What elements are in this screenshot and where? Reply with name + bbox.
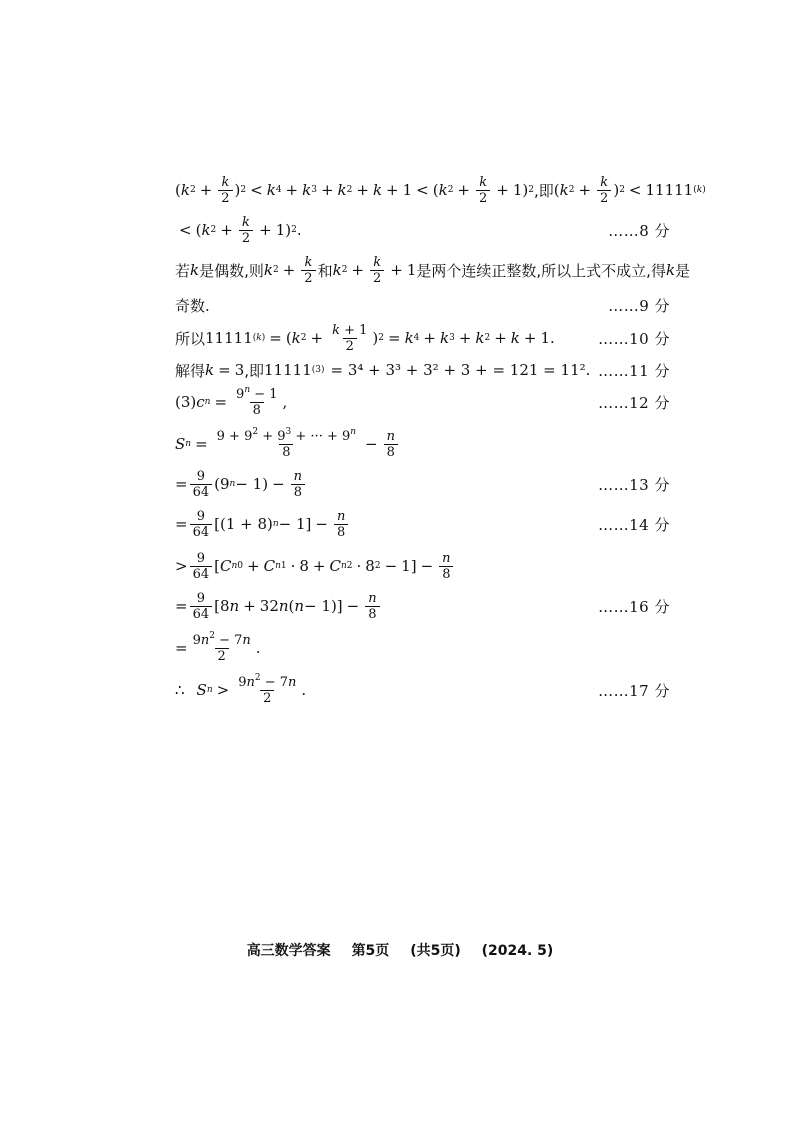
- parity-text-c: 和: [317, 261, 333, 280]
- solve-text-a: 解得: [175, 361, 206, 380]
- solve-text-b: ,即: [244, 361, 265, 380]
- step-14-line: = $\frac{9}{64}$ [(1 + 8) n − 1] − $\frac{n}{8}$ ……14 分: [175, 504, 670, 544]
- parity-text-b: 是偶数,则: [199, 261, 264, 280]
- solve-result: = 3⁴ + 3³ + 3² + 3 + = 121 = 11².: [330, 361, 591, 379]
- score-11: ……11 分: [598, 361, 670, 380]
- cn-definition-line: (3) c n = $\frac{9^n - 1}{8}$ , ……12 分: [175, 382, 670, 422]
- inequality-line-1: ( k 2 + $\frac{k}{2}$ ) 2 < k 4 + k 3 + k 2 + k + 1 < ( k 2 + $\frac{k}{2}$ + 1) 2 ,即 ( k 2 + $\frac{k}{2}$ ) 2 < 11111 (k): [175, 174, 706, 206]
- parity-line: 若 k 是偶数,则 k 2 + $\frac{k}{2}$ 和 k 2 + $\frac{k}{2}$ + 1 是两个连续正整数,所以上式不成立,得 k 是: [175, 254, 691, 286]
- footer-subject: 高三数学答案: [246, 943, 331, 959]
- parity-text-e: 是: [675, 261, 691, 280]
- so-text: 所以: [175, 329, 206, 348]
- solve-line: 解得 k = 3 ,即 11111 (3) = 3⁴ + 3³ + 3² + 3 + = 121 = 11². ……11 分: [175, 350, 670, 390]
- base-number: 11111: [264, 361, 312, 379]
- score-17: ……17 分: [598, 681, 670, 700]
- score-16: ……16 分: [598, 597, 670, 616]
- score-8: ……8 分: [608, 221, 670, 240]
- step-16-line: = $\frac{9}{64}$ [8 n + 32 n ( n − 1)] − $\frac{n}{8}$ ……16 分: [175, 586, 670, 626]
- base-number: 11111: [205, 329, 253, 347]
- footer-total-pages: (共5页): [410, 943, 461, 959]
- connector-text: ,即: [534, 181, 554, 200]
- conclusion-line: ∴ S n > $\frac{9n^2 - 7n}{2}$ . ……17 分: [175, 670, 670, 710]
- binomial-line: > $\frac{9}{64}$ [ C n 0 + C n 1 · 8 + C n 2 · 8 2 − 1] − $\frac{n}{8}$: [175, 546, 670, 586]
- score-9: ……9 分: [608, 296, 670, 315]
- therefore-symbol: ∴: [175, 681, 185, 699]
- expansion-line: 所以 11111 (k) = ( k 2 + $\frac{k + 1}{2}$ ) 2 = k 4 + k 3 + k 2 + k + 1. ……10 分: [175, 318, 670, 358]
- score-14: ……14 分: [598, 515, 670, 534]
- odd-text: 奇数.: [175, 296, 210, 315]
- score-13: ……13 分: [598, 475, 670, 494]
- footer-date: (2024. 5): [481, 943, 554, 959]
- parity-text-d: 是两个连续正整数,所以上式不成立,得: [416, 261, 666, 280]
- parity-text-a: 若: [175, 261, 191, 280]
- sn-definition-line: S n = $\frac{9 + 9^2 + 9^3 + \cdot\cdot\cdot + 9^n}{8}$ − $\frac{n}{8}$: [175, 424, 670, 464]
- part-3-label: (3): [175, 393, 197, 411]
- inequality-line-2: < ( k 2 + $\frac{k}{2}$ + 1) 2 . ……8 分: [175, 210, 670, 250]
- footer-page-number: 第5页: [351, 943, 390, 959]
- score-12: ……12 分: [598, 393, 670, 412]
- step-13-line: = $\frac{9}{64}$ (9 n − 1) − $\frac{n}{8}$ ……13 分: [175, 464, 670, 504]
- score-10: ……10 分: [598, 329, 670, 348]
- simplified-line: = $\frac{9n^2 - 7n}{2}$ .: [175, 630, 261, 664]
- page-footer: [0, 940, 800, 960]
- base-number: 11111: [645, 181, 694, 199]
